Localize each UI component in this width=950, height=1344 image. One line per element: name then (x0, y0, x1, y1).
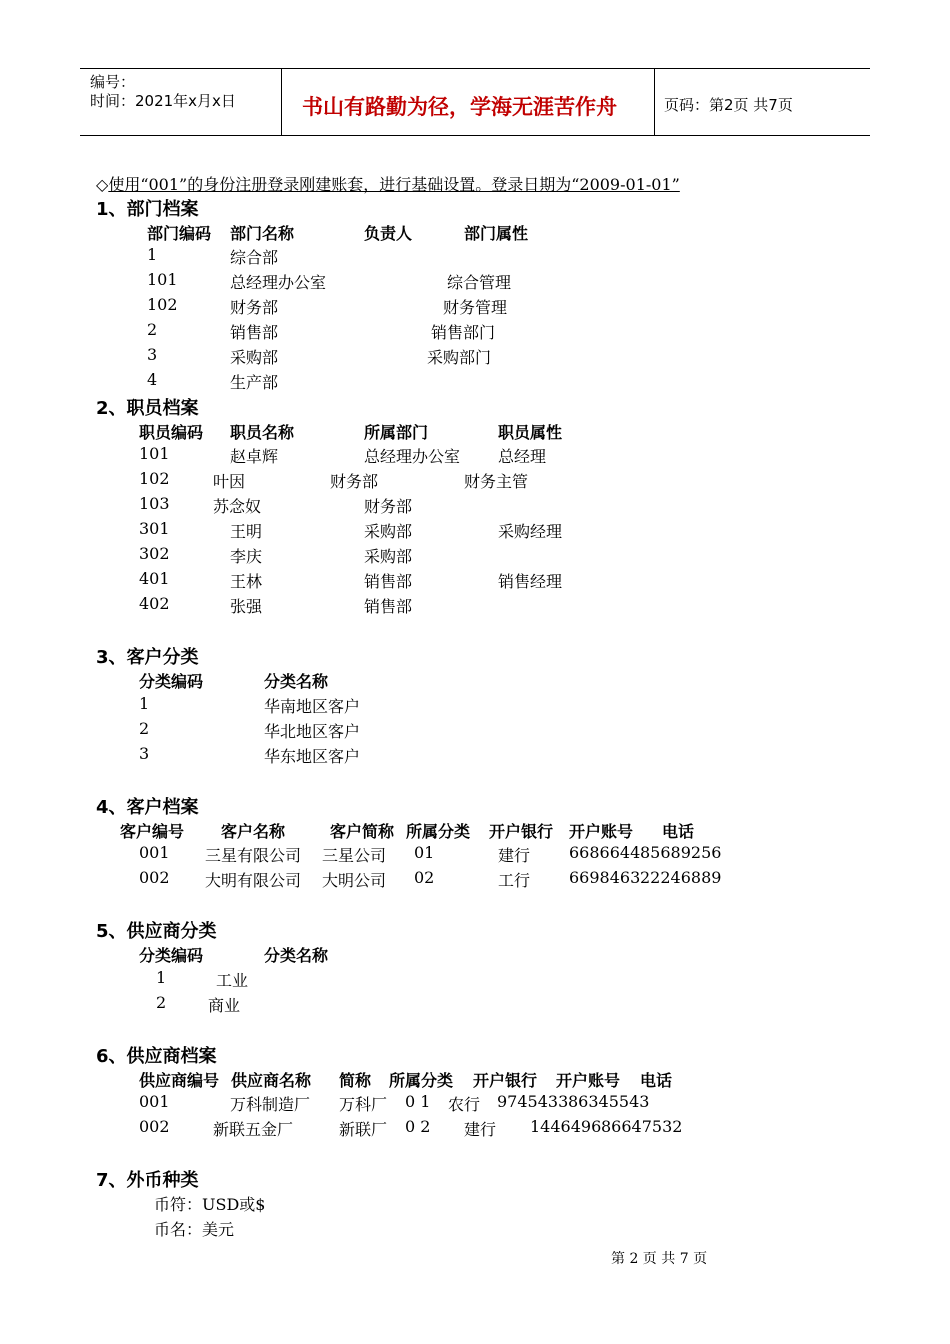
table-cell: 2 (156, 993, 167, 1012)
table-cell: 1 (139, 694, 150, 713)
table-cell: 财务部 (230, 298, 279, 317)
dept-header-attr: 部门属性 (464, 224, 529, 243)
table-cell: 1 (147, 245, 158, 264)
table-cell: 3 (139, 744, 150, 763)
page-number-label: 页码：第2页 共7页 (664, 96, 793, 114)
supp-class-header-name: 分类名称 (264, 946, 329, 965)
supp-header-account: 开户账号 (556, 1071, 621, 1090)
table-cell: 建行 (498, 846, 531, 865)
cust-header-bank: 开户银行 (489, 822, 554, 841)
table-cell: 新联五金厂 (213, 1120, 294, 1139)
dept-header-name: 部门名称 (230, 224, 295, 243)
table-cell: 02 (414, 868, 435, 887)
table-cell: 叶因 (213, 472, 246, 491)
table-cell: 财务部 (330, 472, 379, 491)
document-time-label: 时间：2021年x月x日 (90, 92, 236, 110)
table-cell: 01 (414, 843, 435, 862)
table-cell: 张强 (230, 597, 263, 616)
supp-header-name: 供应商名称 (231, 1071, 312, 1090)
table-cell: 101 (139, 444, 170, 463)
table-cell: 1 (156, 968, 167, 987)
table-cell: 销售部 (364, 597, 413, 616)
table-cell: 销售部门 (431, 323, 496, 342)
table-cell: 商业 (208, 996, 241, 1015)
supp-header-code: 供应商编号 (139, 1071, 220, 1090)
table-cell: 财务主管 (464, 472, 529, 491)
staff-header-code: 职员编码 (139, 423, 204, 442)
table-cell: 002 (139, 1117, 170, 1136)
intro-line (96, 172, 680, 195)
table-cell: 总经理 (498, 447, 547, 466)
header-motto: 书山有路勤为径，学海无涯苦作舟 (302, 95, 617, 119)
table-cell: 工行 (498, 871, 531, 890)
table-cell: 401 (139, 569, 170, 588)
table-cell: 001 (139, 843, 170, 862)
cust-class-header-name: 分类名称 (264, 672, 329, 691)
table-cell: 4 (147, 370, 158, 389)
dept-header-code: 部门编码 (147, 224, 212, 243)
table-cell: 2 (147, 320, 158, 339)
section-title-dept: 1、部门档案 (96, 199, 199, 220)
table-cell: 102 (147, 295, 178, 314)
table-cell: 采购部 (230, 348, 279, 367)
table-cell: 0 2 (405, 1117, 431, 1136)
table-cell: 华南地区客户 (264, 697, 361, 716)
section-title-staff: 2、职员档案 (96, 398, 199, 419)
staff-header-dept: 所属部门 (364, 423, 429, 442)
table-cell: 销售经理 (498, 572, 563, 591)
table-cell: 华北地区客户 (264, 722, 361, 741)
cust-header-phone: 电话 (662, 822, 695, 841)
section-title-supp: 6、供应商档案 (96, 1046, 217, 1067)
table-cell: 综合管理 (447, 273, 512, 292)
table-cell: 销售部 (364, 572, 413, 591)
section-title-cust-class: 3、客户分类 (96, 647, 199, 668)
table-cell: 101 (147, 270, 178, 289)
table-cell: 002 (139, 868, 170, 887)
supp-header-class: 所属分类 (389, 1071, 454, 1090)
table-cell: 3 (147, 345, 158, 364)
supp-header-phone: 电话 (640, 1071, 673, 1090)
cust-header-short: 客户简称 (330, 822, 395, 841)
table-cell: 302 (139, 544, 170, 563)
table-cell: 建行 (464, 1120, 497, 1139)
table-cell: 总经理办公室 (230, 273, 327, 292)
table-cell: 22246889 (640, 868, 722, 887)
section-title-supp-class: 5、供应商分类 (96, 921, 217, 942)
footer-page-number: 第 2 页 共 7 页 (611, 1251, 708, 1267)
table-cell: 85689256 (640, 843, 722, 862)
table-cell: 新联厂 (339, 1120, 388, 1139)
currency-symbol: 币符：USD或$ (154, 1195, 266, 1214)
table-cell: 财务部 (364, 497, 413, 516)
table-cell: 402 (139, 594, 170, 613)
table-cell: 大明公司 (322, 871, 387, 890)
table-cell: 301 (139, 519, 170, 538)
table-cell: 华东地区客户 (264, 747, 361, 766)
table-cell: 三星公司 (322, 846, 387, 865)
cust-class-header-code: 分类编码 (139, 672, 204, 691)
supp-class-header-code: 分类编码 (139, 946, 204, 965)
table-cell: 采购部门 (427, 348, 492, 367)
dept-header-manager: 负责人 (364, 224, 413, 243)
table-cell: 李庆 (230, 547, 263, 566)
table-cell: 采购部 (364, 522, 413, 541)
cust-header-name: 客户名称 (221, 822, 286, 841)
cust-header-account: 开户账号 (569, 822, 634, 841)
supp-header-bank: 开户银行 (473, 1071, 538, 1090)
staff-header-attr: 职员属性 (498, 423, 563, 442)
table-cell: 6686644 (569, 843, 641, 862)
diamond-icon: ◇ (96, 175, 109, 194)
table-cell: 王林 (230, 572, 263, 591)
table-cell: 0 1 (405, 1092, 431, 1111)
table-cell: 综合部 (230, 248, 279, 267)
table-cell: 大明有限公司 (205, 871, 302, 890)
table-cell: 86647532 (601, 1117, 683, 1136)
table-cell: 103 (139, 494, 170, 513)
table-cell: 生产部 (230, 373, 279, 392)
cust-header-code: 客户编号 (120, 822, 185, 841)
supp-header-short: 简称 (339, 1071, 372, 1090)
table-cell: 总经理办公室 (364, 447, 461, 466)
section-title-currency: 7、外币种类 (96, 1170, 199, 1191)
staff-header-name: 职员名称 (230, 423, 295, 442)
table-cell: 86345543 (568, 1092, 650, 1111)
document-number-label: 编号： (90, 73, 136, 91)
table-cell: 6698463 (569, 868, 641, 887)
table-cell: 三星有限公司 (205, 846, 302, 865)
section-title-cust: 4、客户档案 (96, 797, 199, 818)
currency-name: 币名：美元 (154, 1220, 235, 1239)
table-cell: 销售部 (230, 323, 279, 342)
table-cell: 万科制造厂 (230, 1095, 311, 1114)
cust-header-class: 所属分类 (406, 822, 471, 841)
table-cell: 王明 (230, 522, 263, 541)
table-cell: 工业 (216, 971, 249, 990)
table-cell: 9745433 (497, 1092, 569, 1111)
table-cell: 102 (139, 469, 170, 488)
table-cell: 采购经理 (498, 522, 563, 541)
table-cell: 001 (139, 1092, 170, 1111)
table-cell: 采购部 (364, 547, 413, 566)
table-cell: 万科厂 (339, 1095, 388, 1114)
table-cell: 赵卓辉 (230, 447, 279, 466)
table-cell: 苏念奴 (213, 497, 262, 516)
table-cell: 财务管理 (443, 298, 508, 317)
intro-text: 使用“001”的身份注册登录刚建账套，进行基础设置。登录日期为“2009-01-01” (108, 175, 680, 194)
table-cell: 1446496 (530, 1117, 602, 1136)
table-cell: 2 (139, 719, 150, 738)
table-cell: 农行 (448, 1095, 481, 1114)
